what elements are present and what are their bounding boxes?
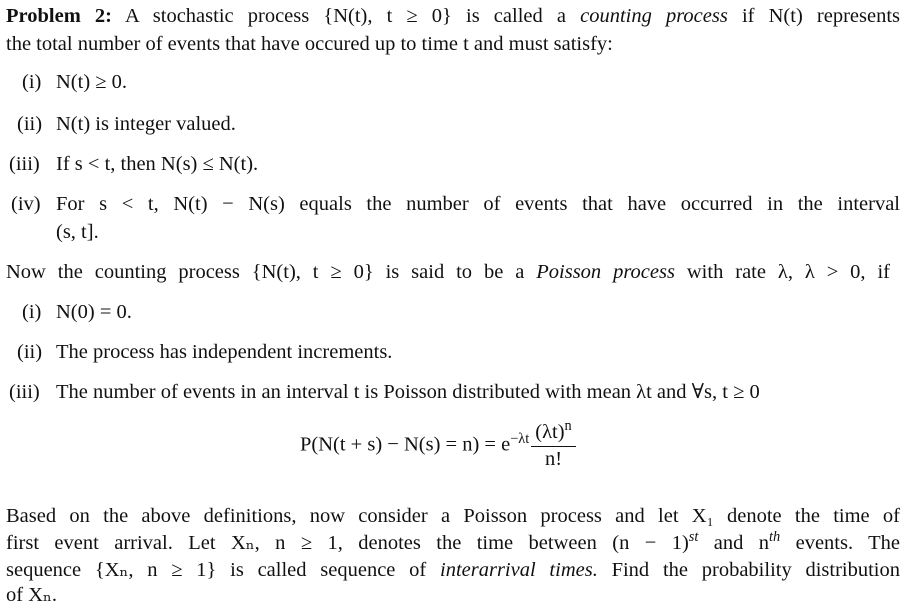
poisson-condition-3 [9,382,760,403]
superscript-th: th [769,529,781,546]
formula-numerator-base: (λt) [535,421,565,443]
counting-condition-3 [9,154,258,175]
poisson-intro-end: with rate λ, λ > 0, if [674,261,890,283]
counting-condition-2 [17,114,236,135]
condition-label: (ii) [17,113,43,135]
condition-label: (iii) [9,381,40,403]
formula-lhs: P(N(t + s) − N(s) = n) = e [300,433,511,456]
superscript-st: st [688,529,699,546]
counting-condition-1 [22,72,127,93]
condition-text: N(t) is integer valued. [56,113,236,135]
formula-numerator-exponent: n [564,418,572,435]
condition-label: (ii) [17,341,43,363]
poisson-formula [300,418,576,470]
final-paragraph-line-4: of Xₙ. [6,584,57,606]
condition-text: The number of events in an interval t is Poisson distributed with mean λt and ∀s, t ≥ 0 [56,381,760,403]
poisson-condition-2 [17,342,392,363]
intro-line-1 [6,6,900,27]
counting-condition-4 [11,194,900,215]
condition-text: For s < t, N(t) − N(s) equals the number of events that have occurred in the interval [56,193,900,215]
final-paragraph-line-1: Based on the above definitions, now consider a Poisson process and let X₁ denote the time of [6,505,900,527]
formula-numerator [531,418,575,447]
line2-part-c: events. The [780,532,900,554]
intro-text-start: A stochastic process {N(t), t ≥ 0} is called a [124,5,581,27]
poisson-intro-start: Now the counting process {N(t), t ≥ 0} is said to be a [6,261,537,283]
poisson-intro-line [6,262,890,283]
line3-part-a: sequence {Xₙ, n ≥ 1} is called sequence of [6,559,440,581]
interarrival-term: interarrival times. [440,559,598,581]
condition-label: (i) [22,301,42,323]
final-paragraph-line-3 [6,560,900,581]
condition-text: N(0) = 0. [56,301,132,323]
condition-label: (i) [22,71,42,93]
formula-exponent: −λt [510,430,530,447]
counting-process-term: counting process [580,5,728,27]
line3-part-b: Find the probability distribution [597,559,900,581]
line2-part-b: and n [698,532,770,554]
line2-part-a: first event arrival. Let Xₙ, n ≥ 1, denotes the time between (n − 1) [6,532,689,554]
poisson-process-term: Poisson process [536,261,675,283]
formula-fraction [531,418,575,470]
counting-condition-4-cont: (s, t]. [56,221,99,243]
condition-text: The process has independent increments. [56,341,393,363]
problem-heading: Problem 2: [6,5,112,27]
final-paragraph-line-2 [6,529,900,554]
intro-line-2: the total number of events that have occured up to time t and must satisfy: [6,33,613,55]
condition-label: (iv) [11,193,41,215]
formula-denominator: n! [544,447,563,470]
condition-text: N(t) ≥ 0. [56,71,128,93]
poisson-condition-1 [22,302,132,323]
intro-text-end: if N(t) represents [727,5,900,27]
condition-text: If s < t, then N(s) ≤ N(t). [56,153,259,175]
condition-label: (iii) [9,153,40,175]
